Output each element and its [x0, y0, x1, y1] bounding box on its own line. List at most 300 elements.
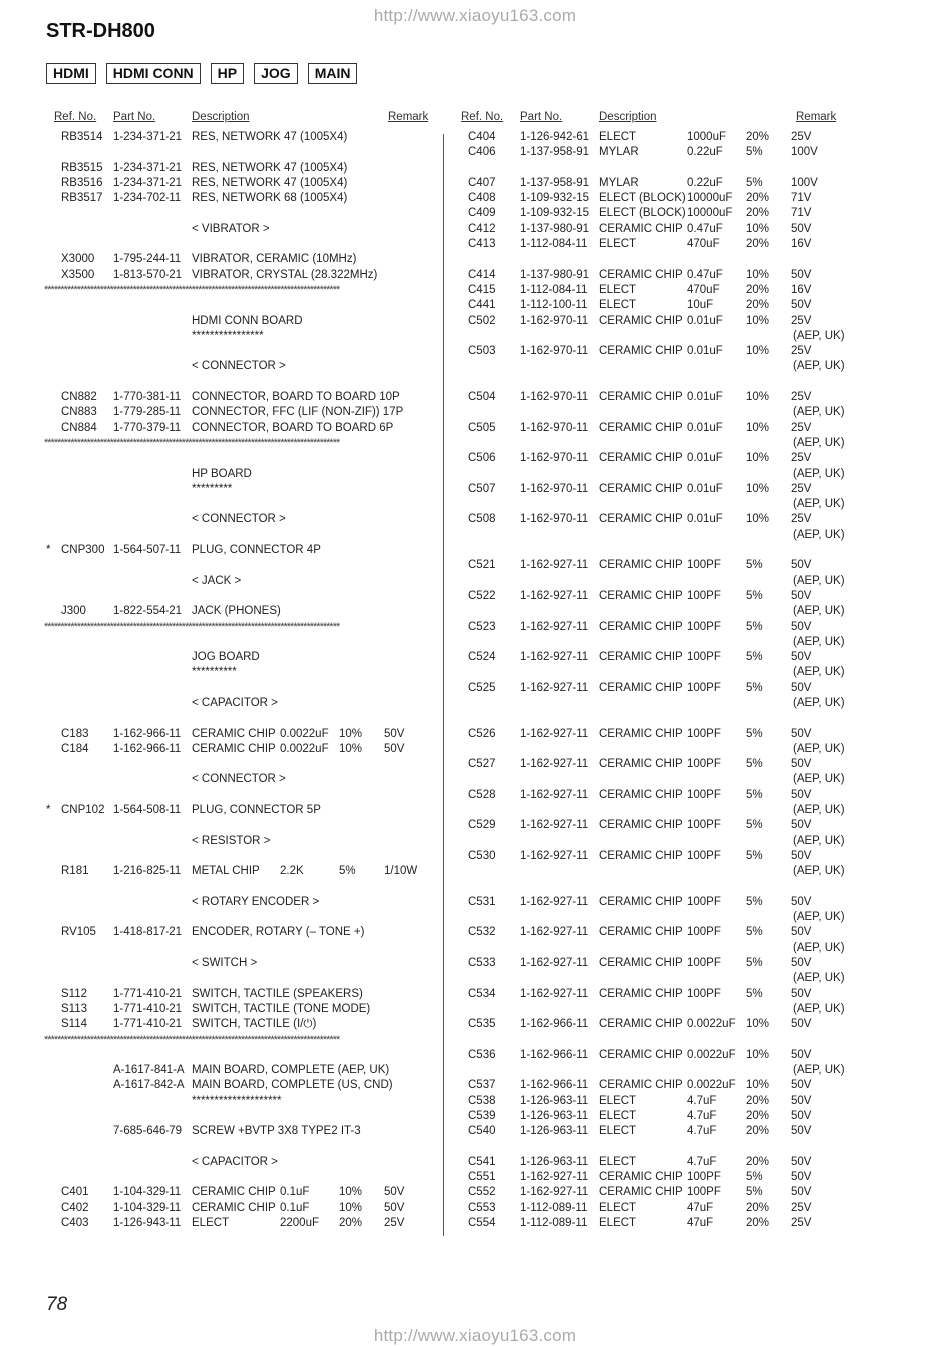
cell-v2: 5% — [746, 727, 763, 740]
cell-ref: CNP300 — [61, 544, 105, 557]
cell-v3: 50V — [791, 819, 812, 832]
cell-desc: CERAMIC CHIP — [599, 895, 683, 908]
cell-part: 1-162-927-11 — [520, 926, 589, 939]
tab-hp[interactable]: HP — [211, 63, 244, 84]
cell-desc: ********** — [192, 666, 237, 679]
table-row — [44, 711, 442, 726]
table-row — [450, 467, 910, 482]
cell-v3: 25V — [791, 391, 812, 404]
table-row — [450, 1155, 910, 1170]
cell-v3: 50V — [791, 849, 812, 862]
right-rows — [450, 130, 910, 1231]
table-row — [44, 314, 442, 329]
cell-desc: CERAMIC CHIP — [599, 651, 683, 664]
cell-desc: CERAMIC CHIP — [599, 727, 683, 740]
cell-part: 1-771-410-21 — [113, 987, 183, 1000]
cell-desc: < CONNECTOR > — [192, 513, 286, 526]
cell-v3: 25V — [791, 482, 812, 495]
cell-v1: 10000uF — [687, 192, 733, 205]
table-row — [44, 772, 442, 787]
tab-hdmi-conn[interactable]: HDMI CONN — [106, 63, 201, 84]
cell-ref: C508 — [468, 513, 496, 526]
cell-ref: C505 — [468, 421, 496, 434]
table-row — [450, 711, 910, 726]
cell-desc: CERAMIC CHIP — [599, 849, 683, 862]
cell-part: 1-813-570-21 — [113, 268, 183, 281]
cell-v2: 5% — [746, 559, 763, 572]
cell-v1: 100PF — [687, 681, 721, 694]
cell-v3: (AEP, UK) — [793, 329, 845, 342]
table-row — [450, 834, 910, 849]
cell-ref: C528 — [468, 788, 496, 801]
cell-desc: CERAMIC CHIP — [599, 957, 683, 970]
cell-v3: 50V — [791, 620, 812, 633]
cell-v2: 10% — [746, 482, 770, 495]
cell-ref: S113 — [61, 1002, 88, 1015]
cell-v2: 10% — [746, 513, 770, 526]
cell-mk: * — [46, 804, 51, 817]
cell-desc: CONNECTOR, FFC (LIF (NON-ZIF)) 17P — [192, 406, 404, 419]
table-row — [450, 895, 910, 910]
table-row — [44, 1094, 442, 1109]
cell-ref: C412 — [468, 222, 496, 235]
table-row — [44, 145, 442, 160]
table-row — [450, 130, 910, 145]
cell-v3: (AEP, UK) — [793, 635, 845, 648]
cell-v3: (AEP, UK) — [793, 941, 845, 954]
cell-part: 1-137-958-91 — [520, 146, 590, 159]
cell-desc: CONNECTOR, BOARD TO BOARD 6P — [192, 421, 394, 434]
cell-part: 1-162-966-11 — [520, 1079, 589, 1092]
table-row — [450, 1140, 910, 1155]
cell-desc: CERAMIC CHIP — [599, 987, 683, 1000]
table-row — [44, 696, 442, 711]
cell-desc: PLUG, CONNECTOR 4P — [192, 544, 321, 557]
table-row — [44, 222, 442, 237]
footer-url[interactable]: http://www.xiaoyu163.com — [373, 1326, 577, 1345]
table-row — [450, 727, 910, 742]
cell-part: 1-126-963-11 — [520, 1125, 589, 1138]
cell-ref: C184 — [61, 742, 89, 755]
table-row — [450, 941, 910, 956]
cell-desc: ELECT — [599, 1201, 637, 1214]
cell-v3: 50V — [791, 651, 812, 664]
cell-ref: C406 — [468, 146, 496, 159]
cell-v2: 20% — [746, 207, 770, 220]
table-row — [44, 467, 442, 482]
cell-ref: C553 — [468, 1201, 496, 1214]
cell-ref: C526 — [468, 727, 496, 740]
cell-v1: 0.01uF — [687, 482, 723, 495]
cell-ref: CN884 — [61, 421, 97, 434]
cell-v2: 5% — [746, 1186, 763, 1199]
cell-ref: C506 — [468, 452, 496, 465]
cell-desc: ELECT — [599, 131, 637, 143]
cell-ref: C404 — [468, 131, 496, 143]
cell-v2: 20% — [746, 1201, 770, 1214]
table-row — [44, 390, 442, 405]
cell-v3: 25V — [791, 1217, 812, 1230]
cell-v3: (AEP, UK) — [793, 1002, 845, 1015]
table-row — [44, 1170, 442, 1185]
table-row — [44, 176, 442, 191]
cell-v2: 10% — [746, 421, 770, 434]
table-row — [450, 1170, 910, 1185]
cell-desc: < SWITCH > — [192, 957, 258, 970]
cell-v3: 25V — [791, 314, 812, 327]
table-row — [44, 1216, 442, 1231]
cell-part: 1-162-927-11 — [520, 559, 589, 572]
tab-main[interactable]: MAIN — [308, 63, 358, 84]
header-remark: Remark — [388, 111, 429, 123]
cell-part: 1-104-329-11 — [113, 1201, 182, 1214]
cell-v2: 5% — [746, 987, 763, 1000]
cell-part: 1-795-244-11 — [113, 253, 182, 266]
cell-ref: C407 — [468, 176, 496, 189]
table-row — [44, 1155, 442, 1170]
cell-v3: 25V — [791, 131, 812, 143]
cell-part: 1-234-702-11 — [113, 192, 182, 205]
cell-v3: (AEP, UK) — [793, 360, 845, 373]
table-row — [450, 145, 910, 160]
table-row — [44, 650, 442, 665]
cell-desc: METAL CHIP — [192, 865, 260, 878]
table-row — [44, 574, 442, 589]
cell-v3: 50V — [791, 1125, 812, 1138]
table-row — [44, 421, 442, 436]
cell-desc: PLUG, CONNECTOR 5P — [192, 804, 321, 817]
table-row — [450, 864, 910, 879]
table-row — [44, 1201, 442, 1216]
cell-ref: RB3514 — [61, 131, 103, 143]
cell-part: 1-162-970-11 — [520, 513, 589, 526]
cell-desc: CERAMIC CHIP — [599, 268, 683, 281]
table-row — [450, 803, 910, 818]
cell-v3: 50V — [791, 895, 812, 908]
table-row — [44, 512, 442, 527]
cell-v3: 50V — [791, 926, 812, 939]
cell-v3: 50V — [791, 222, 812, 235]
cell-v3: (AEP, UK) — [793, 605, 845, 618]
cell-desc: CERAMIC CHIP — [599, 788, 683, 801]
cell-ref: X3500 — [61, 268, 95, 281]
cell-v2: 20% — [746, 1094, 770, 1107]
table-row — [450, 665, 910, 680]
cell-v3: 50V — [791, 1018, 812, 1031]
cell-v2: 5% — [746, 589, 763, 602]
table-row — [450, 482, 910, 497]
cell-part: 1-112-089-11 — [520, 1201, 588, 1214]
cell-part: 1-126-963-11 — [520, 1110, 589, 1122]
cell-ref: S114 — [61, 1018, 88, 1031]
table-row — [44, 1017, 442, 1032]
cell-ref: C534 — [468, 987, 496, 1000]
cell-v3: 50V — [791, 788, 812, 801]
tab-hdmi[interactable]: HDMI — [46, 63, 96, 84]
cell-desc: ELECT (BLOCK) — [599, 207, 686, 220]
cell-part: 1-564-507-11 — [113, 544, 182, 557]
cell-ref: C408 — [468, 192, 496, 205]
cell-ref: C536 — [468, 1048, 496, 1061]
cell-ref: RB3515 — [61, 161, 103, 174]
cell-desc: < CAPACITOR > — [192, 696, 278, 709]
table-row — [450, 772, 910, 787]
cell-v1: 0.01uF — [687, 314, 723, 327]
cell-ref: C413 — [468, 238, 496, 251]
cell-v1: 47uF — [687, 1217, 714, 1230]
table-row — [44, 130, 442, 145]
table-row — [44, 681, 442, 696]
cell-v3: (AEP, UK) — [793, 773, 845, 786]
cell-v1: 470uF — [687, 283, 720, 296]
table-row — [44, 757, 442, 772]
table-row — [44, 742, 442, 757]
table-row — [450, 344, 910, 359]
cell-v1: 4.7uF — [687, 1110, 717, 1122]
table-row — [450, 237, 910, 252]
cell-desc: CERAMIC CHIP — [192, 1201, 276, 1214]
table-row — [44, 665, 442, 680]
cell-ref: C409 — [468, 207, 496, 220]
cell-ref: CN883 — [61, 406, 97, 419]
left-rows — [44, 130, 442, 1231]
cell-v1: 4.7uF — [687, 1094, 717, 1107]
cell-part: 1-216-825-11 — [113, 865, 182, 878]
cell-desc: < CAPACITOR > — [192, 1155, 278, 1168]
cell-v2: 5% — [746, 957, 763, 970]
header-description: Description — [192, 111, 250, 123]
table-row — [450, 222, 910, 237]
table-row — [44, 268, 442, 283]
cell-desc: CERAMIC CHIP — [599, 513, 683, 526]
cell-desc: CERAMIC CHIP — [599, 1079, 683, 1092]
cell-desc: ELECT — [599, 299, 637, 312]
cell-v1: 0.01uF — [687, 421, 723, 434]
cell-v2: 10% — [746, 1079, 770, 1092]
table-row — [450, 681, 910, 696]
cell-v2: 20% — [746, 192, 770, 205]
table-row — [44, 818, 442, 833]
cell-desc: CERAMIC CHIP — [192, 1186, 276, 1199]
cell-v3: (AEP, UK) — [793, 436, 845, 449]
table-row — [450, 956, 910, 971]
cell-desc: ELECT (BLOCK) — [599, 192, 686, 205]
model-title: STR-DH800 — [46, 20, 155, 42]
cell-part: 1-564-508-11 — [113, 804, 182, 817]
cell-v3: (AEP, UK) — [793, 498, 845, 511]
column-divider — [443, 134, 444, 1236]
cell-v3: 50V — [791, 559, 812, 572]
cell-part: 1-234-371-21 — [113, 131, 183, 143]
cell-v2: 20% — [339, 1217, 363, 1230]
table-row — [44, 834, 442, 849]
cell-v3: 50V — [791, 1110, 812, 1122]
tab-jog[interactable]: JOG — [254, 63, 298, 84]
cell-desc: CERAMIC CHIP — [599, 1018, 683, 1031]
cell-v2: 10% — [746, 314, 770, 327]
cell-part: 1-137-980-91 — [520, 268, 590, 281]
cell-v1: 2.2K — [280, 865, 304, 878]
cell-desc: ELECT — [599, 238, 637, 251]
cell-v2: 5% — [746, 620, 763, 633]
cell-desc: CERAMIC CHIP — [599, 345, 683, 358]
cell-v3: 50V — [384, 1186, 405, 1199]
cell-v1: 100PF — [687, 758, 721, 771]
cell-part: 1-162-927-11 — [520, 620, 589, 633]
table-row — [44, 803, 442, 818]
cell-v2: 5% — [746, 788, 763, 801]
cell-part: 1-162-927-11 — [520, 651, 589, 664]
cell-v1: 47uF — [687, 1201, 714, 1214]
cell-v2: 10% — [339, 1186, 363, 1199]
header-part-no: Part No. — [520, 111, 563, 123]
cell-desc: ELECT — [599, 1217, 637, 1230]
board-tabs — [46, 63, 357, 84]
cell-part: 1-126-963-11 — [520, 1094, 589, 1107]
cell-ref: C552 — [468, 1186, 496, 1199]
table-row — [450, 314, 910, 329]
cell-v1: 100PF — [687, 926, 721, 939]
cell-ref: C403 — [61, 1217, 89, 1230]
cell-v1: 0.0022uF — [280, 742, 329, 755]
cell-part: 1-109-932-15 — [520, 192, 590, 205]
cell-desc: CERAMIC CHIP — [192, 727, 276, 740]
cell-v1: 0.01uF — [687, 345, 723, 358]
cell-v2: 10% — [339, 742, 363, 755]
table-row — [44, 849, 442, 864]
header-url[interactable]: http://www.xiaoyu163.com — [373, 6, 577, 25]
cell-v2: 5% — [746, 926, 763, 939]
cell-part: 7-685-646-79 — [113, 1125, 183, 1138]
cell-v1: 1000uF — [687, 131, 727, 143]
table-row — [44, 1048, 442, 1063]
table-row — [44, 298, 442, 313]
table-row — [44, 635, 442, 650]
cell-desc: RES, NETWORK 68 (1005X4) — [192, 192, 348, 205]
section-separator: ****************************************************************************************** — [44, 436, 340, 449]
cell-v1: 10uF — [687, 299, 714, 312]
table-row — [450, 497, 910, 512]
cell-ref: C530 — [468, 849, 496, 862]
table-row — [44, 941, 442, 956]
table-row — [450, 818, 910, 833]
header-ref-no: Ref. No. — [54, 111, 97, 123]
cell-part: 1-109-932-15 — [520, 207, 590, 220]
table-row — [450, 283, 910, 298]
cell-desc: CERAMIC CHIP — [599, 819, 683, 832]
cell-desc: MYLAR — [599, 176, 639, 189]
cell-desc: SWITCH, TACTILE (I/⏻) — [192, 1018, 317, 1031]
table-row — [44, 1109, 442, 1124]
table-row — [44, 191, 442, 206]
cell-desc: CERAMIC CHIP — [599, 421, 683, 434]
table-row — [450, 405, 910, 420]
cell-v3: 50V — [791, 268, 812, 281]
cell-v1: 100PF — [687, 651, 721, 664]
cell-v3: 100V — [791, 176, 818, 189]
table-row — [44, 1002, 442, 1017]
table-row — [450, 1216, 910, 1231]
cell-desc: **************** — [192, 329, 264, 342]
table-row — [450, 1078, 910, 1093]
cell-ref: C551 — [468, 1171, 496, 1184]
cell-v3: 71V — [791, 207, 812, 220]
cell-v2: 10% — [746, 345, 770, 358]
table-row — [450, 390, 910, 405]
cell-part: 1-234-371-21 — [113, 161, 183, 174]
cell-ref: C503 — [468, 345, 496, 358]
cell-part: 1-162-970-11 — [520, 452, 589, 465]
table-row — [44, 375, 442, 390]
cell-desc: < JACK > — [192, 574, 242, 587]
cell-v1: 10000uF — [687, 207, 733, 220]
cell-v1: 4.7uF — [687, 1125, 717, 1138]
cell-desc: ******************** — [192, 1094, 282, 1107]
cell-v1: 0.47uF — [687, 222, 723, 235]
cell-v3: (AEP, UK) — [793, 834, 845, 847]
table-row — [450, 987, 910, 1002]
cell-desc: CERAMIC CHIP — [599, 1048, 683, 1061]
header-ref-no: Ref. No. — [461, 111, 504, 123]
cell-v1: 100PF — [687, 987, 721, 1000]
cell-v1: 0.0022uF — [687, 1018, 736, 1031]
table-row — [450, 589, 910, 604]
cell-ref: RB3516 — [61, 176, 103, 189]
cell-v3: (AEP, UK) — [793, 865, 845, 878]
table-row — [44, 727, 442, 742]
table-row — [44, 405, 442, 420]
table-row — [450, 971, 910, 986]
cell-v1: 0.01uF — [687, 513, 723, 526]
cell-v2: 20% — [746, 1217, 770, 1230]
cell-desc: HDMI CONN BOARD — [192, 314, 303, 327]
cell-v3: 71V — [791, 192, 812, 205]
table-row — [450, 1063, 910, 1078]
cell-part: 1-770-379-11 — [113, 421, 182, 434]
cell-v3: 16V — [791, 238, 812, 251]
cell-ref: C402 — [61, 1201, 89, 1214]
cell-desc: ELECT — [192, 1217, 230, 1230]
cell-desc: ENCODER, ROTARY (– TONE +) — [192, 926, 365, 939]
cell-part: 1-126-942-61 — [520, 131, 590, 143]
cell-part: 1-162-966-11 — [520, 1018, 589, 1031]
cell-v2: 5% — [746, 681, 763, 694]
cell-v3: (AEP, UK) — [793, 696, 845, 709]
table-row — [450, 880, 910, 895]
cell-ref: C527 — [468, 758, 496, 771]
cell-ref: X3000 — [61, 253, 95, 266]
table-row — [44, 880, 442, 895]
cell-desc: < CONNECTOR > — [192, 360, 286, 373]
table-row — [44, 1063, 442, 1078]
cell-v2: 10% — [746, 1048, 770, 1061]
cell-ref: C414 — [468, 268, 496, 281]
cell-part: 1-162-966-11 — [520, 1048, 589, 1061]
cell-desc: JACK (PHONES) — [192, 605, 281, 618]
cell-v1: 0.0022uF — [687, 1048, 736, 1061]
cell-v3: 25V — [791, 452, 812, 465]
cell-ref: C532 — [468, 926, 496, 939]
cell-v1: 100PF — [687, 1186, 721, 1199]
cell-ref: RB3517 — [61, 192, 103, 205]
column-headers-left — [44, 111, 442, 130]
table-row — [44, 1185, 442, 1200]
cell-desc: ELECT — [599, 1110, 637, 1122]
cell-v2: 20% — [746, 1155, 770, 1168]
cell-v1: 100PF — [687, 559, 721, 572]
cell-v3: 50V — [791, 681, 812, 694]
cell-desc: SWITCH, TACTILE (SPEAKERS) — [192, 987, 363, 1000]
